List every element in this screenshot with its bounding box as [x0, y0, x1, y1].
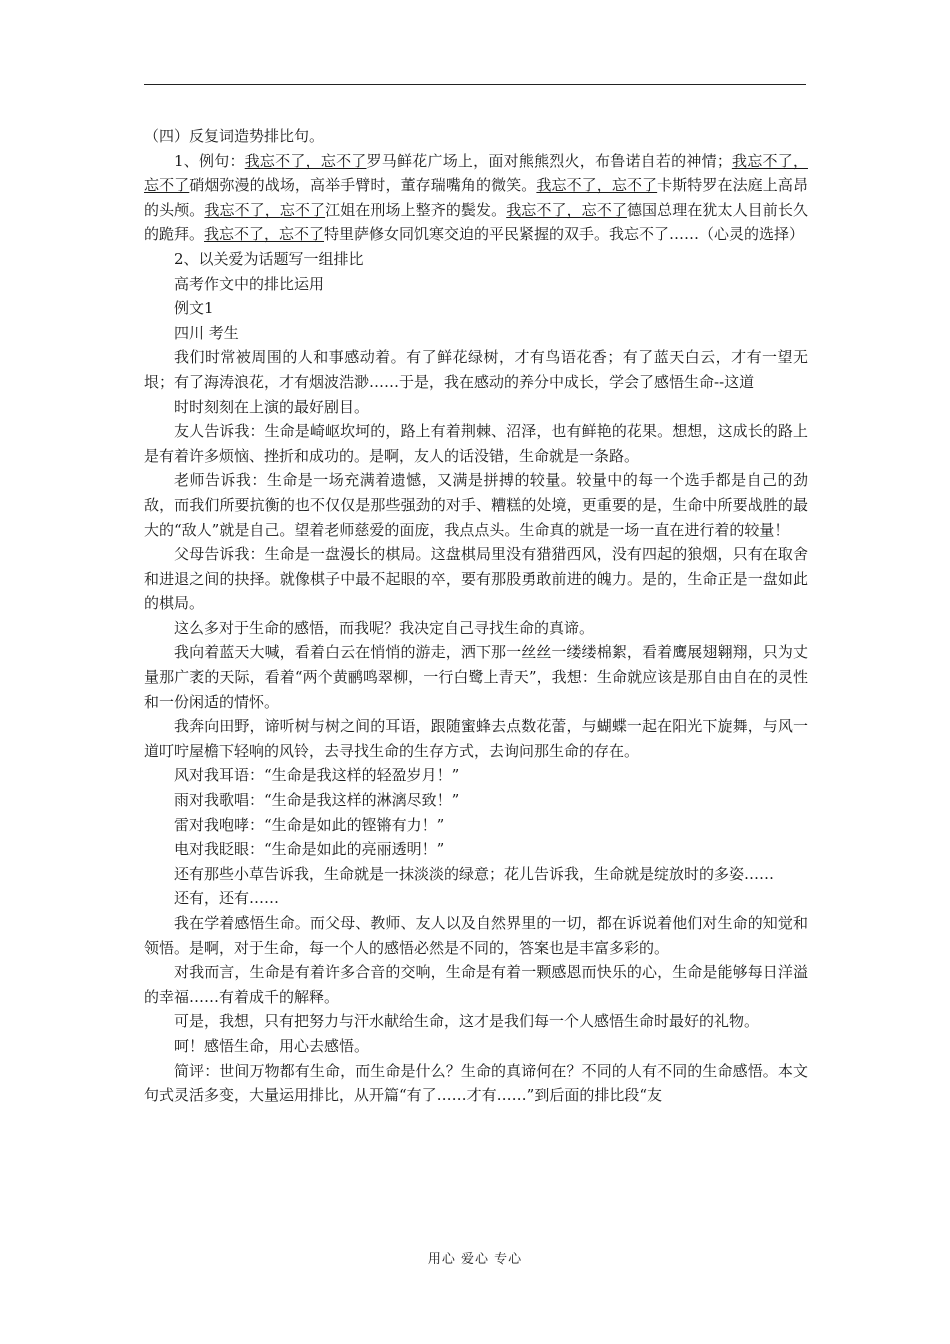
paragraph: 还有，还有…… [174, 889, 280, 908]
paragraph: 友人告诉我：生命是崎岖坎坷的，路上有着荆棘、沼泽，也有鲜艳的花果。想想，这成长的路上是有着许多烦恼、挫折和成功的。是啊，友人的话没错，生命就是一条路。 [144, 422, 808, 465]
underlined-phrase: 我忘不了，忘不了 [506, 200, 627, 219]
paragraph: 高考作文中的排比运用 [174, 274, 325, 293]
paragraph: 我向着蓝天大喊，看着白云在悄悄的游走，洒下那一丝丝一缕缕棉絮，看着鹰展翅翱翔，只为丈量那广袤的天际，看着“两个黄鹂鸣翠柳，一行白鹭上青天”，我想：生命就应该是那自由自在的灵性和一份闲适的情怀。 [144, 643, 808, 711]
paragraph: 对我而言，生命是有着许多合音的交响，生命是有着一颗感恩而快乐的心，生命是能够每日洋溢的幸福……有着成千的解释。 [144, 963, 808, 1006]
paragraph: 四川 考生 [174, 323, 239, 342]
paragraph: 老师告诉我：生命是一场充满着遗憾，又满是拼搏的较量。较量中的每一个选手都是自己的劲敌，而我们所要抗衡的也不仅仅是那些强劲的对手、糟糕的处境，更重要的是，生命中所要战胜的最大的“敌人”就是自己。望着老师慈爱的面庞，我点点头。生命真的就是一场一直在进行着的较量！ [144, 471, 808, 539]
paragraph: 呵！感悟生命，用心去感悟。 [174, 1036, 370, 1055]
paragraph: 我奔向田野，谛听树与树之间的耳语，跟随蜜蜂去点数花蕾，与蝴蝶一起在阳光下旋舞，与风一道叮咛屋檐下轻响的风铃，去寻找生命的生存方式，去询问那生命的存在。 [144, 717, 808, 760]
paragraph: 时时刻刻在上演的最好剧目。 [174, 397, 370, 416]
section-heading: （四）反复词造势排比句。 [144, 127, 325, 145]
paragraph: 我在学着感悟生命。而父母、教师、友人以及自然界里的一切，都在诉说着他们对生命的知觉和领悟。是啊，对于生命，每一个人的感悟必然是不同的，答案也是丰富多彩的。 [144, 914, 808, 957]
underlined-phrase: 我忘不了，忘不了 [204, 200, 326, 219]
example-text: 特里萨修女同饥寒交迫的平民紧握的双手。我忘不了……（心灵的选择） [324, 225, 805, 244]
paragraph: 我们时常被周围的人和事感动着。有了鲜花绿树，才有鸟语花香；有了蓝天白云，才有一望无垠；有了海涛浪花，才有烟波浩渺……于是，我在感动的养分中成长，学会了感悟生命--这道 [144, 348, 808, 391]
underlined-phrase: 我忘不了，忘不了 [536, 176, 658, 195]
example-text: 罗马鲜花广场上，面对熊熊烈火，布鲁诺自若的神情； [366, 151, 732, 170]
paragraph: 可是，我想，只有把努力与汗水献给生命，这才是我们每一个人感悟生命时最好的礼物。 [174, 1012, 760, 1031]
paragraph: 雷对我咆哮：“生命是如此的铿锵有力！” [174, 815, 445, 834]
paragraph: 这么多对于生命的感悟，而我呢？我决定自己寻找生命的真谛。 [174, 618, 595, 637]
example-sentence [144, 149, 808, 247]
paragraph-list [144, 247, 808, 1108]
header-rule [144, 84, 806, 85]
paragraph: 简评：世间万物都有生命，而生命是什么？生命的真谛何在？不同的人有不同的生命感悟。本文句式灵活多变，大量运用排比，从开篇“有了……才有……”到后面的排比段“友 [144, 1061, 808, 1105]
paragraph: 还有那些小草告诉我，生命就是一抹淡淡的绿意；花儿告诉我，生命就是绽放时的多姿…… [174, 864, 775, 883]
paragraph: 电对我眨眼：“生命是如此的亮丽透明！” [174, 840, 445, 859]
example-prefix: 1、例句： [174, 151, 245, 170]
underlined-phrase: 我忘不了，忘不了 [244, 151, 367, 170]
paragraph: 例文1 [174, 299, 214, 318]
example-text: 德国总理在犹太人目前长久的跪拜。 [144, 200, 808, 244]
paragraph: 2、以关爱为话题写一组排比 [174, 249, 364, 268]
document-body [144, 124, 808, 1108]
underlined-phrase: 我忘不了，忘不了 [204, 225, 325, 244]
paragraph: 父母告诉我：生命是一盘漫长的棋局。这盘棋局里没有猎猎西风，没有四起的狼烟，只有在取舍和进退之间的抉择。就像棋子中最不起眼的卒，要有那股勇敢前进的魄力。是的，生命正是一盘如此的棋局。 [144, 545, 808, 613]
example-text: 硝烟弥漫的战场，高举手臂时，董存瑞嘴角的微笑。 [189, 176, 537, 195]
paragraph: 雨对我歌唱：“生命是我这样的淋漓尽致！” [174, 791, 460, 810]
page-footer: 用心 爱心 专心 [427, 1252, 523, 1267]
example-text: 卡斯特罗在法庭上高昂的头颅。 [144, 176, 808, 219]
paragraph: 风对我耳语：“生命是我这样的轻盈岁月！” [174, 766, 460, 785]
example-text: 江姐在刑场上整齐的鬓发。 [325, 200, 507, 219]
underlined-phrase: 我忘不了，忘不了 [144, 151, 808, 195]
